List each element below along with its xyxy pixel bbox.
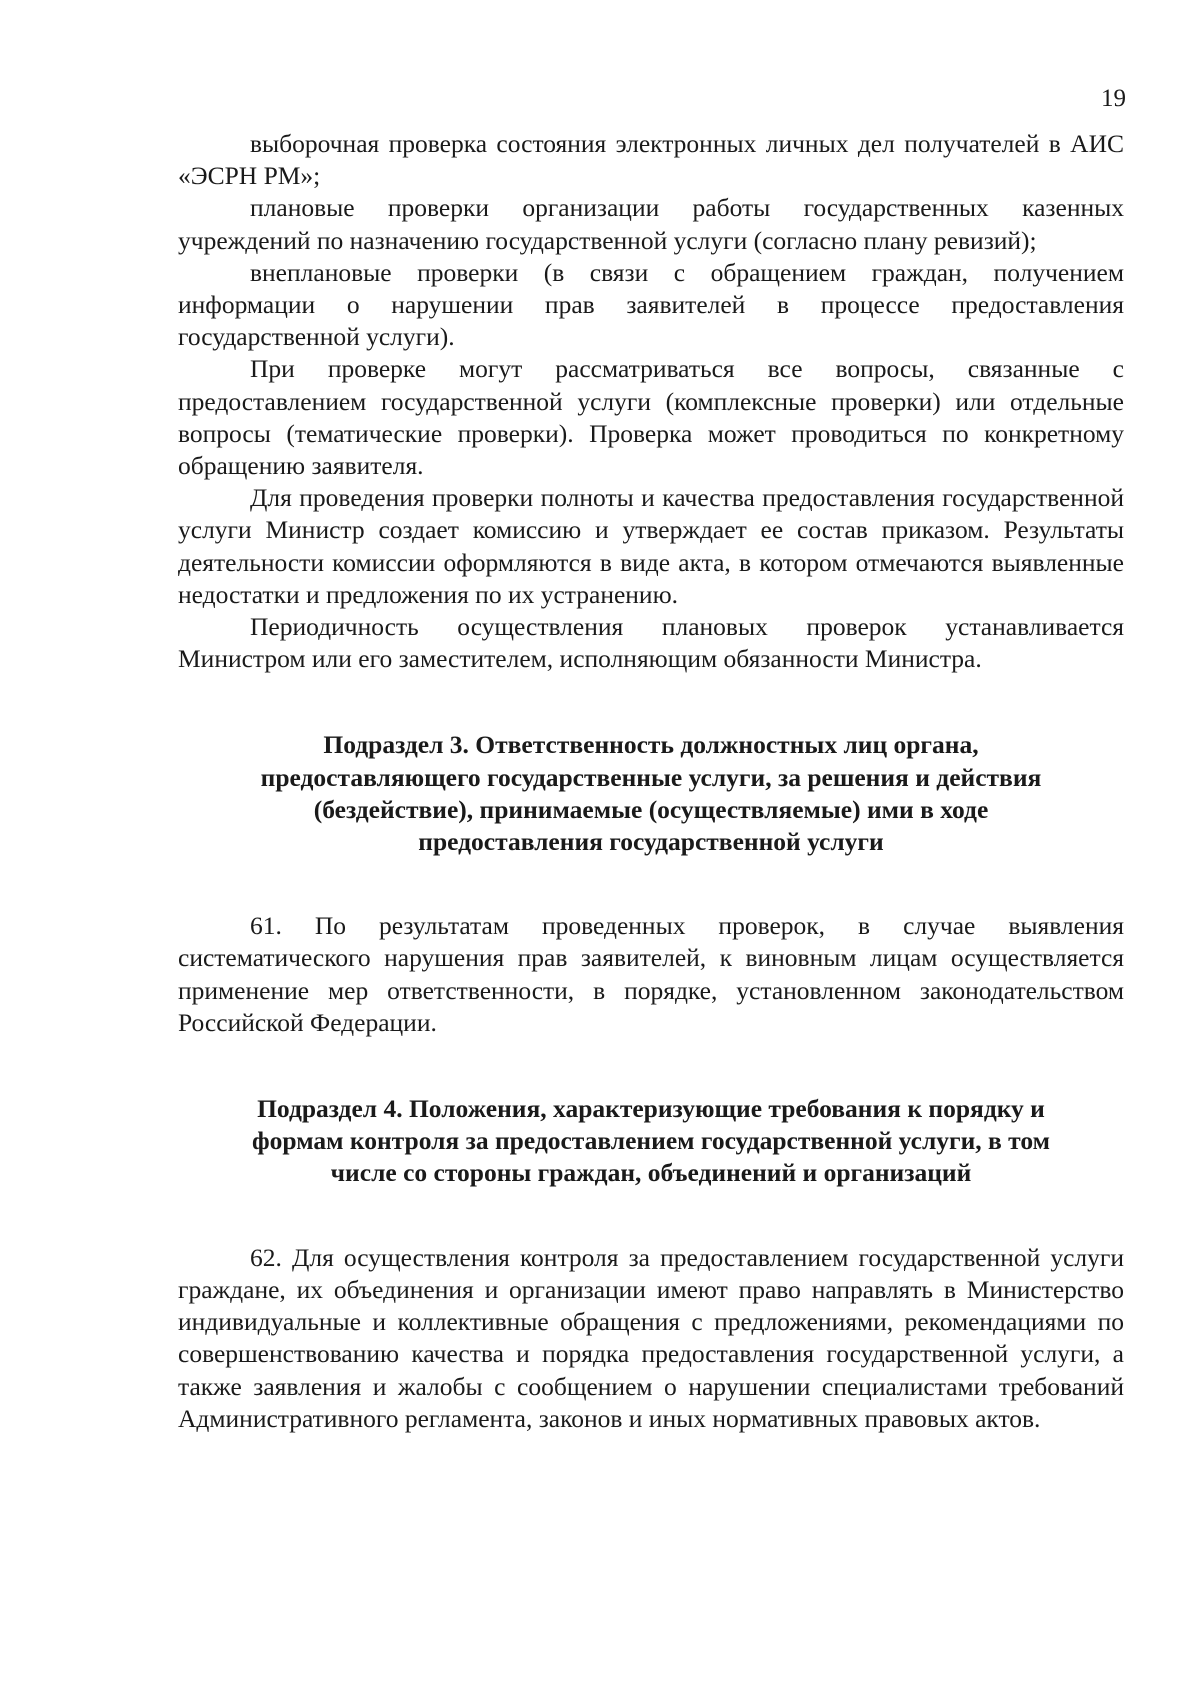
section-4-heading-line-3: числе со стороны граждан, объединений и организаций bbox=[330, 1158, 972, 1188]
paragraph-61: 61. По результатам проведенных проверок, в случае выявления систематического нарушения прав заявителей, к виновным лицам осуществляется применение мер ответственности, в порядке, установленном законодательством Российской Федерации. bbox=[178, 911, 1124, 1037]
paragraph-unplanned-checks: внеплановые проверки (в связи с обращением граждан, получением информации о нарушении прав заявителей в процессе предоставления государственной услуги). bbox=[178, 257, 1124, 352]
section-4-heading-line-2: формам контроля за предоставлением государственной услуги, в том bbox=[252, 1126, 1050, 1156]
section-3-heading bbox=[178, 729, 1124, 858]
page-number: 19 bbox=[1101, 85, 1126, 112]
section-3-heading-line-4: предоставления государственной услуги bbox=[418, 827, 884, 857]
paragraph-62: 62. Для осуществления контроля за предоставлением государственной услуги граждане, их объединения и организации имеют право направлять в Министерство индивидуальные и коллективные обращения с предложениями, рекомендациями по совершенствованию качества и порядка предоставления государственной услуги, а также заявления и жалобы с сообщением о нарушении специалистами требований Административного регламента, законов и иных нормативных правовых актов. bbox=[178, 1242, 1124, 1433]
paragraph-check-scope: При проверке могут рассматриваться все вопросы, связанные с предоставлением государственной услуги (комплексные проверки) или отдельные вопросы (тематические проверки). Проверка может проводиться по конкретному обращению заявителя. bbox=[178, 354, 1124, 481]
paragraph-commission: Для проведения проверки полноты и качества предоставления государственной услуги Министр создает комиссию и утверждает ее состав приказом. Результаты деятельности комиссии оформляются в виде акта, в котором отмечаются выявленные недостатки и предложения по их устранению. bbox=[178, 483, 1124, 609]
section-3-heading-line-3: (бездействие), принимаемые (осуществляемые) ими в ходе bbox=[313, 794, 989, 824]
section-3-heading-line-2: предоставляющего государственные услуги, за решения и действия bbox=[260, 762, 1042, 792]
spacer bbox=[178, 1039, 1124, 1093]
spacer bbox=[178, 858, 1124, 910]
spacer bbox=[178, 675, 1124, 729]
page-content bbox=[178, 128, 1124, 1435]
section-3-heading-line-1: Подраздел 3. Ответственность должностных лиц органа, bbox=[323, 730, 979, 760]
section-4-heading-line-1: Подраздел 4. Положения, характеризующие требования к порядку и bbox=[257, 1094, 1045, 1124]
paragraph-periodicity: Периодичность осуществления плановых проверок устанавливается Министром или его заместителем, исполняющим обязанности Министра. bbox=[178, 612, 1124, 674]
paragraph-selective-check: выборочная проверка состояния электронных личных дел получателей в АИС «ЭСРН РМ»; bbox=[178, 129, 1124, 191]
section-4-heading bbox=[178, 1093, 1124, 1190]
paragraph-planned-checks: плановые проверки организации работы государственных казенных учреждений по назначению государственной услуги (согласно плану ревизий); bbox=[178, 193, 1124, 255]
spacer bbox=[178, 1190, 1124, 1242]
